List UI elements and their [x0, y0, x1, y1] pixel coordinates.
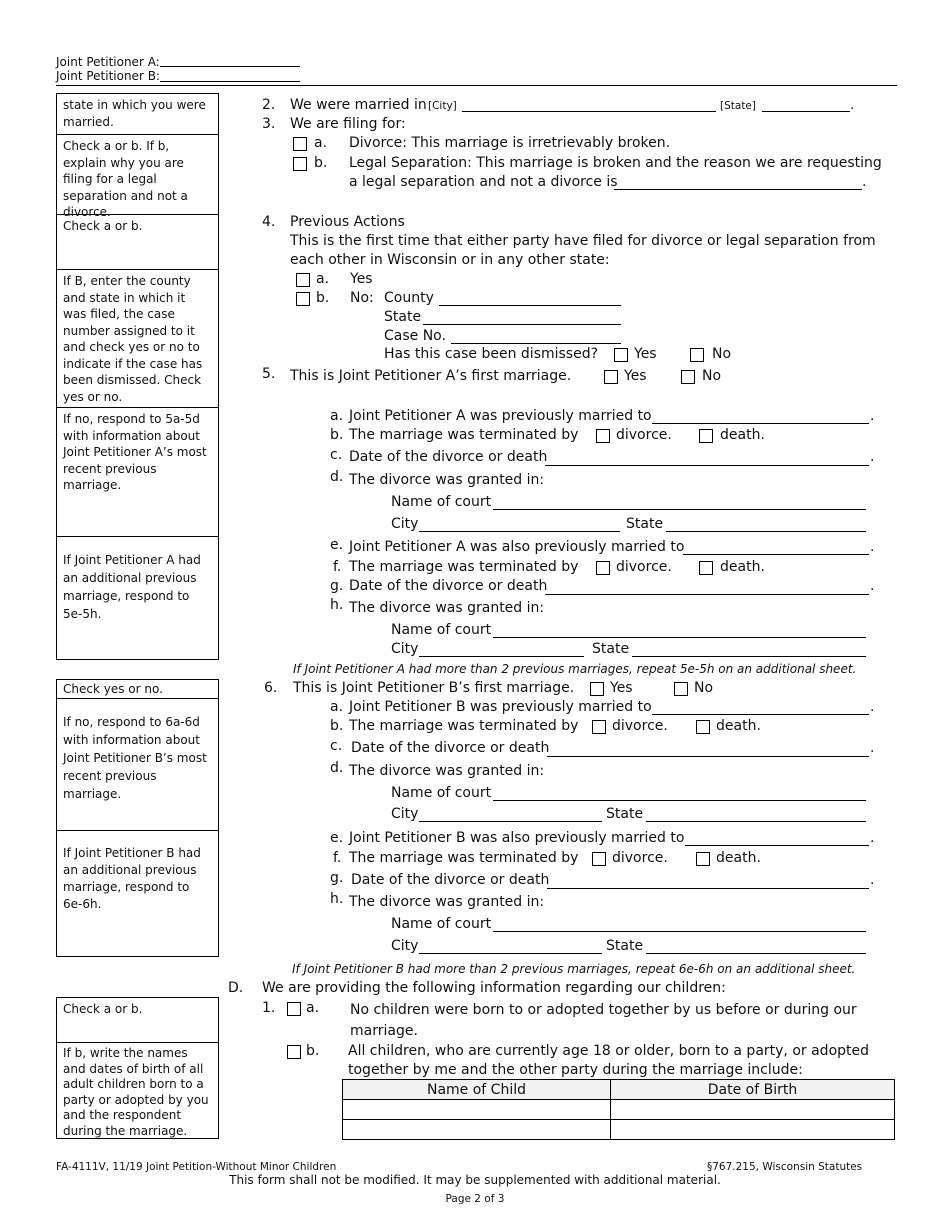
a2-date-field[interactable]: [545, 594, 869, 595]
sub-letter: a.: [330, 408, 344, 424]
sidebar-note: If Joint Petitioner B had an additional previous marriage, respond to 6e-6h.: [63, 846, 201, 911]
sidebar-note: Check a or b.: [57, 998, 218, 1043]
divorce-label: divorce.: [616, 427, 672, 443]
a2-state-field[interactable]: [632, 656, 866, 657]
death-label: death.: [716, 718, 761, 734]
header-rule: [56, 85, 897, 86]
sidebar-note: If no, respond to 6a-6d with information about Joint Petitioner B’s most recent previous marriage.: [57, 699, 218, 831]
b-second-spouse-field[interactable]: [685, 845, 869, 846]
dismissed-no-checkbox[interactable]: [690, 348, 704, 362]
section-letter: D.: [228, 980, 244, 996]
no-label: No: [712, 346, 732, 362]
a2-city-field[interactable]: [419, 656, 584, 657]
sub-letter: c.: [330, 738, 343, 754]
terminated-by-label: The marriage was terminated by: [349, 850, 579, 866]
yes-label: Yes: [350, 271, 373, 287]
option-letter: a.: [316, 271, 330, 287]
b-death-checkbox[interactable]: [696, 720, 710, 734]
first-filing-no-checkbox[interactable]: [296, 292, 310, 306]
option-letter: b.: [306, 1043, 320, 1059]
sidebar-note: If no, respond to 5a-5d with information about Joint Petitioner A’s most recent previous marriage.: [57, 408, 218, 537]
a-previous-spouse-field[interactable]: [652, 423, 869, 424]
sidebar-note: state in which you were married.: [57, 94, 218, 135]
child-name-cell[interactable]: [343, 1100, 611, 1120]
legal-separation-checkbox[interactable]: [293, 157, 307, 171]
item-number: 2.: [262, 97, 276, 113]
previous-spouse-label: Joint Petitioner B was previously married to: [349, 699, 652, 715]
b2-death-checkbox[interactable]: [696, 852, 710, 866]
period: .: [870, 699, 875, 715]
column-header: Name of Child: [343, 1080, 611, 1100]
additional-sheet-note: If Joint Petitioner A had more than 2 previous marriages, repeat 5e-5h on an additional sheet.: [293, 662, 857, 676]
granted-in-label: The divorce was granted in:: [349, 894, 545, 910]
county-label: County: [384, 290, 434, 306]
option-letter: b.: [316, 290, 330, 306]
dismissed-yes-checkbox[interactable]: [614, 348, 628, 362]
children-table: [342, 1079, 895, 1140]
child-dob-cell[interactable]: [611, 1100, 895, 1120]
period: .: [870, 740, 875, 756]
previous-spouse-label: Joint Petitioner A was previously married to: [349, 408, 652, 424]
period: .: [870, 578, 875, 594]
date-label: Date of the divorce or death: [351, 872, 550, 888]
court-label: Name of court: [391, 916, 492, 932]
item-number: 6.: [264, 680, 278, 696]
divorce-label: divorce.: [616, 559, 672, 575]
dismissed-question: Has this case been dismissed?: [384, 346, 599, 362]
filing-for-label: We are filing for:: [290, 116, 406, 132]
period: .: [850, 97, 855, 113]
city-label: City: [391, 938, 419, 954]
column-header: Date of Birth: [611, 1080, 895, 1100]
city-label: City: [391, 806, 419, 822]
a-court-field[interactable]: [493, 509, 866, 510]
sub-letter: b.: [330, 427, 344, 443]
sub-letter: d.: [330, 760, 344, 776]
a2-divorce-checkbox[interactable]: [596, 561, 610, 575]
date-label: Date of the divorce or death: [349, 449, 548, 465]
a-first-marriage-no-checkbox[interactable]: [681, 370, 695, 384]
b2-court-field[interactable]: [493, 931, 866, 932]
page-number: Page 2 of 3: [445, 1193, 505, 1205]
court-label: Name of court: [391, 785, 492, 801]
period: .: [870, 449, 875, 465]
sidebar-note: Check a or b. If b, explain why you are filing for a legal separation and not a divorce.: [57, 135, 218, 215]
b-court-field[interactable]: [493, 800, 866, 801]
petitioner-b-label: Joint Petitioner B:: [56, 69, 160, 83]
option-letter: a.: [306, 1000, 320, 1016]
period: .: [870, 830, 875, 846]
b2-state-field[interactable]: [646, 953, 866, 954]
legal-separation-text: a legal separation and not a divorce is: [349, 174, 618, 190]
table-row: [343, 1100, 895, 1120]
sub-letter: g.: [330, 870, 344, 886]
option-letter: b.: [314, 155, 328, 171]
item-number: 3.: [262, 116, 276, 132]
sidebar-instructions-3: [56, 997, 219, 1139]
legal-separation-text: Legal Separation: This marriage is broken and the reason we are requesting: [349, 155, 882, 171]
a-death-checkbox[interactable]: [699, 429, 713, 443]
table-row: [343, 1120, 895, 1140]
death-label: death.: [720, 559, 765, 575]
granted-in-label: The divorce was granted in:: [349, 472, 545, 488]
sub-letter: h.: [330, 891, 344, 907]
a2-court-field[interactable]: [493, 637, 866, 638]
previous-spouse-label: Joint Petitioner A was also previously married to: [349, 539, 685, 555]
death-label: death.: [716, 850, 761, 866]
sub-letter: e.: [330, 537, 344, 553]
petitioner-a-label: Joint Petitioner A:: [56, 55, 160, 69]
sidebar-note: If b, write the names and dates of birth of all adult children born to a party or adopted by you and the respondent during the marriage.: [63, 1046, 209, 1138]
city-label: [City]: [428, 100, 457, 112]
form-id: FA-4111V, 11/19 Joint Petition-Without Minor Children: [56, 1161, 337, 1173]
court-label: Name of court: [391, 622, 492, 638]
a-state-field[interactable]: [666, 531, 866, 532]
first-filing-yes-checkbox[interactable]: [296, 273, 310, 287]
separation-reason-field[interactable]: [614, 189, 862, 190]
previous-actions-title: Previous Actions: [290, 214, 405, 230]
terminated-by-label: The marriage was terminated by: [349, 559, 579, 575]
period: .: [862, 174, 867, 190]
sidebar-note: If B, enter the county and state in which it was filed, the case number assigned to it and check yes or no to indicate if the case has been dismissed. Check yes or no.: [57, 270, 218, 408]
state-label: State: [606, 806, 644, 822]
statute-reference: §767.215, Wisconsin Statutes: [707, 1161, 863, 1173]
state-label: State: [384, 309, 422, 325]
modification-notice: This form shall not be modified. It may be supplemented with additional material.: [229, 1173, 721, 1187]
sub-letter: g.: [330, 578, 344, 594]
a-city-field[interactable]: [419, 531, 620, 532]
court-label: Name of court: [391, 494, 492, 510]
b2-divorce-checkbox[interactable]: [592, 852, 606, 866]
yes-label: Yes: [610, 680, 633, 696]
petitioner-a-first-marriage-text: This is Joint Petitioner A’s first marriage.: [290, 368, 572, 384]
state-label: [State]: [720, 100, 756, 112]
item-number: 1.: [262, 1000, 276, 1016]
a-divorce-checkbox[interactable]: [596, 429, 610, 443]
no-label: No:: [350, 290, 374, 306]
no-children-checkbox[interactable]: [287, 1002, 301, 1016]
period: .: [870, 539, 875, 555]
previous-actions-text: each other in Wisconsin or in any other state:: [290, 252, 610, 268]
case-no-label: Case No.: [384, 328, 446, 344]
prior-case-no-field[interactable]: [451, 343, 621, 344]
sidebar-note: Check a or b.: [57, 215, 218, 270]
period: .: [870, 872, 875, 888]
a2-death-checkbox[interactable]: [699, 561, 713, 575]
sub-letter: h.: [330, 597, 344, 613]
period: .: [870, 408, 875, 424]
state-label: State: [606, 938, 644, 954]
sub-letter: f.: [333, 850, 342, 866]
date-label: Date of the divorce or death: [349, 578, 548, 594]
sub-letter: e.: [330, 830, 344, 846]
no-children-text: marriage.: [350, 1023, 418, 1039]
table-header-row: [343, 1080, 895, 1100]
city-label: City: [391, 641, 419, 657]
additional-sheet-note: If Joint Petitioner B had more than 2 previous marriages, repeat 6e-6h on an additional sheet.: [292, 962, 856, 976]
no-children-text: No children were born to or adopted together by us before or during our: [350, 1002, 857, 1018]
b-state-field[interactable]: [646, 821, 866, 822]
sidebar-instructions-2: [56, 679, 219, 957]
prior-county-field[interactable]: [439, 305, 621, 306]
sidebar-note: Check yes or no.: [57, 680, 218, 699]
b-city-field[interactable]: [419, 821, 602, 822]
a-second-spouse-field[interactable]: [683, 554, 869, 555]
sub-letter: f.: [333, 559, 342, 575]
granted-in-label: The divorce was granted in:: [349, 600, 545, 616]
sub-letter: b.: [330, 718, 344, 734]
state-label: State: [592, 641, 630, 657]
children-section-title: We are providing the following information regarding our children:: [262, 980, 726, 996]
petitioner-b-first-marriage-text: This is Joint Petitioner B’s first marriage.: [293, 680, 575, 696]
b-previous-spouse-field[interactable]: [652, 714, 869, 715]
b-date-field[interactable]: [547, 756, 869, 757]
adult-children-text: All children, who are currently age 18 or older, born to a party, or adopted: [348, 1043, 870, 1059]
divorce-label: divorce.: [612, 718, 668, 734]
sub-letter: a.: [330, 699, 344, 715]
death-label: death.: [720, 427, 765, 443]
b-divorce-checkbox[interactable]: [592, 720, 606, 734]
child-name-cell[interactable]: [343, 1120, 611, 1140]
a-date-field[interactable]: [545, 465, 869, 466]
b-first-marriage-no-checkbox[interactable]: [674, 682, 688, 696]
date-label: Date of the divorce or death: [351, 740, 550, 756]
sidebar-instructions-1: [56, 93, 219, 660]
previous-actions-text: This is the first time that either party have filed for divorce or legal separation from: [290, 233, 876, 249]
a-first-marriage-yes-checkbox[interactable]: [604, 370, 618, 384]
item-number: 4.: [262, 214, 276, 230]
granted-in-label: The divorce was granted in:: [349, 763, 545, 779]
divorce-checkbox[interactable]: [293, 137, 307, 151]
item-number: 5.: [262, 366, 276, 382]
petitioner-a-field[interactable]: [160, 66, 300, 67]
option-letter: a.: [314, 135, 328, 151]
sidebar-note: If Joint Petitioner A had an additional previous marriage, respond to 5e-5h.: [63, 553, 201, 621]
city-label: City: [391, 516, 419, 532]
petitioner-b-field[interactable]: [160, 81, 300, 82]
married-in-label: We were married in: [290, 97, 427, 113]
adult-children-text: together by me and the other party during the marriage include:: [348, 1062, 803, 1078]
divorce-option-text: Divorce: This marriage is irretrievably broken.: [349, 135, 671, 151]
prior-state-field[interactable]: [423, 324, 621, 325]
married-city-field[interactable]: [462, 111, 716, 112]
terminated-by-label: The marriage was terminated by: [349, 427, 579, 443]
b2-city-field[interactable]: [419, 953, 602, 954]
terminated-by-label: The marriage was terminated by: [349, 718, 579, 734]
b2-date-field[interactable]: [547, 888, 869, 889]
yes-label: Yes: [624, 368, 647, 384]
sub-letter: d.: [330, 469, 344, 485]
no-label: No: [694, 680, 714, 696]
adult-children-checkbox[interactable]: [287, 1045, 301, 1059]
no-label: No: [702, 368, 722, 384]
sub-letter: c.: [330, 447, 343, 463]
yes-label: Yes: [634, 346, 657, 362]
b-first-marriage-yes-checkbox[interactable]: [590, 682, 604, 696]
state-label: State: [626, 516, 664, 532]
child-dob-cell[interactable]: [611, 1120, 895, 1140]
previous-spouse-label: Joint Petitioner B was also previously married to: [349, 830, 685, 846]
divorce-label: divorce.: [612, 850, 668, 866]
married-state-field[interactable]: [762, 111, 850, 112]
